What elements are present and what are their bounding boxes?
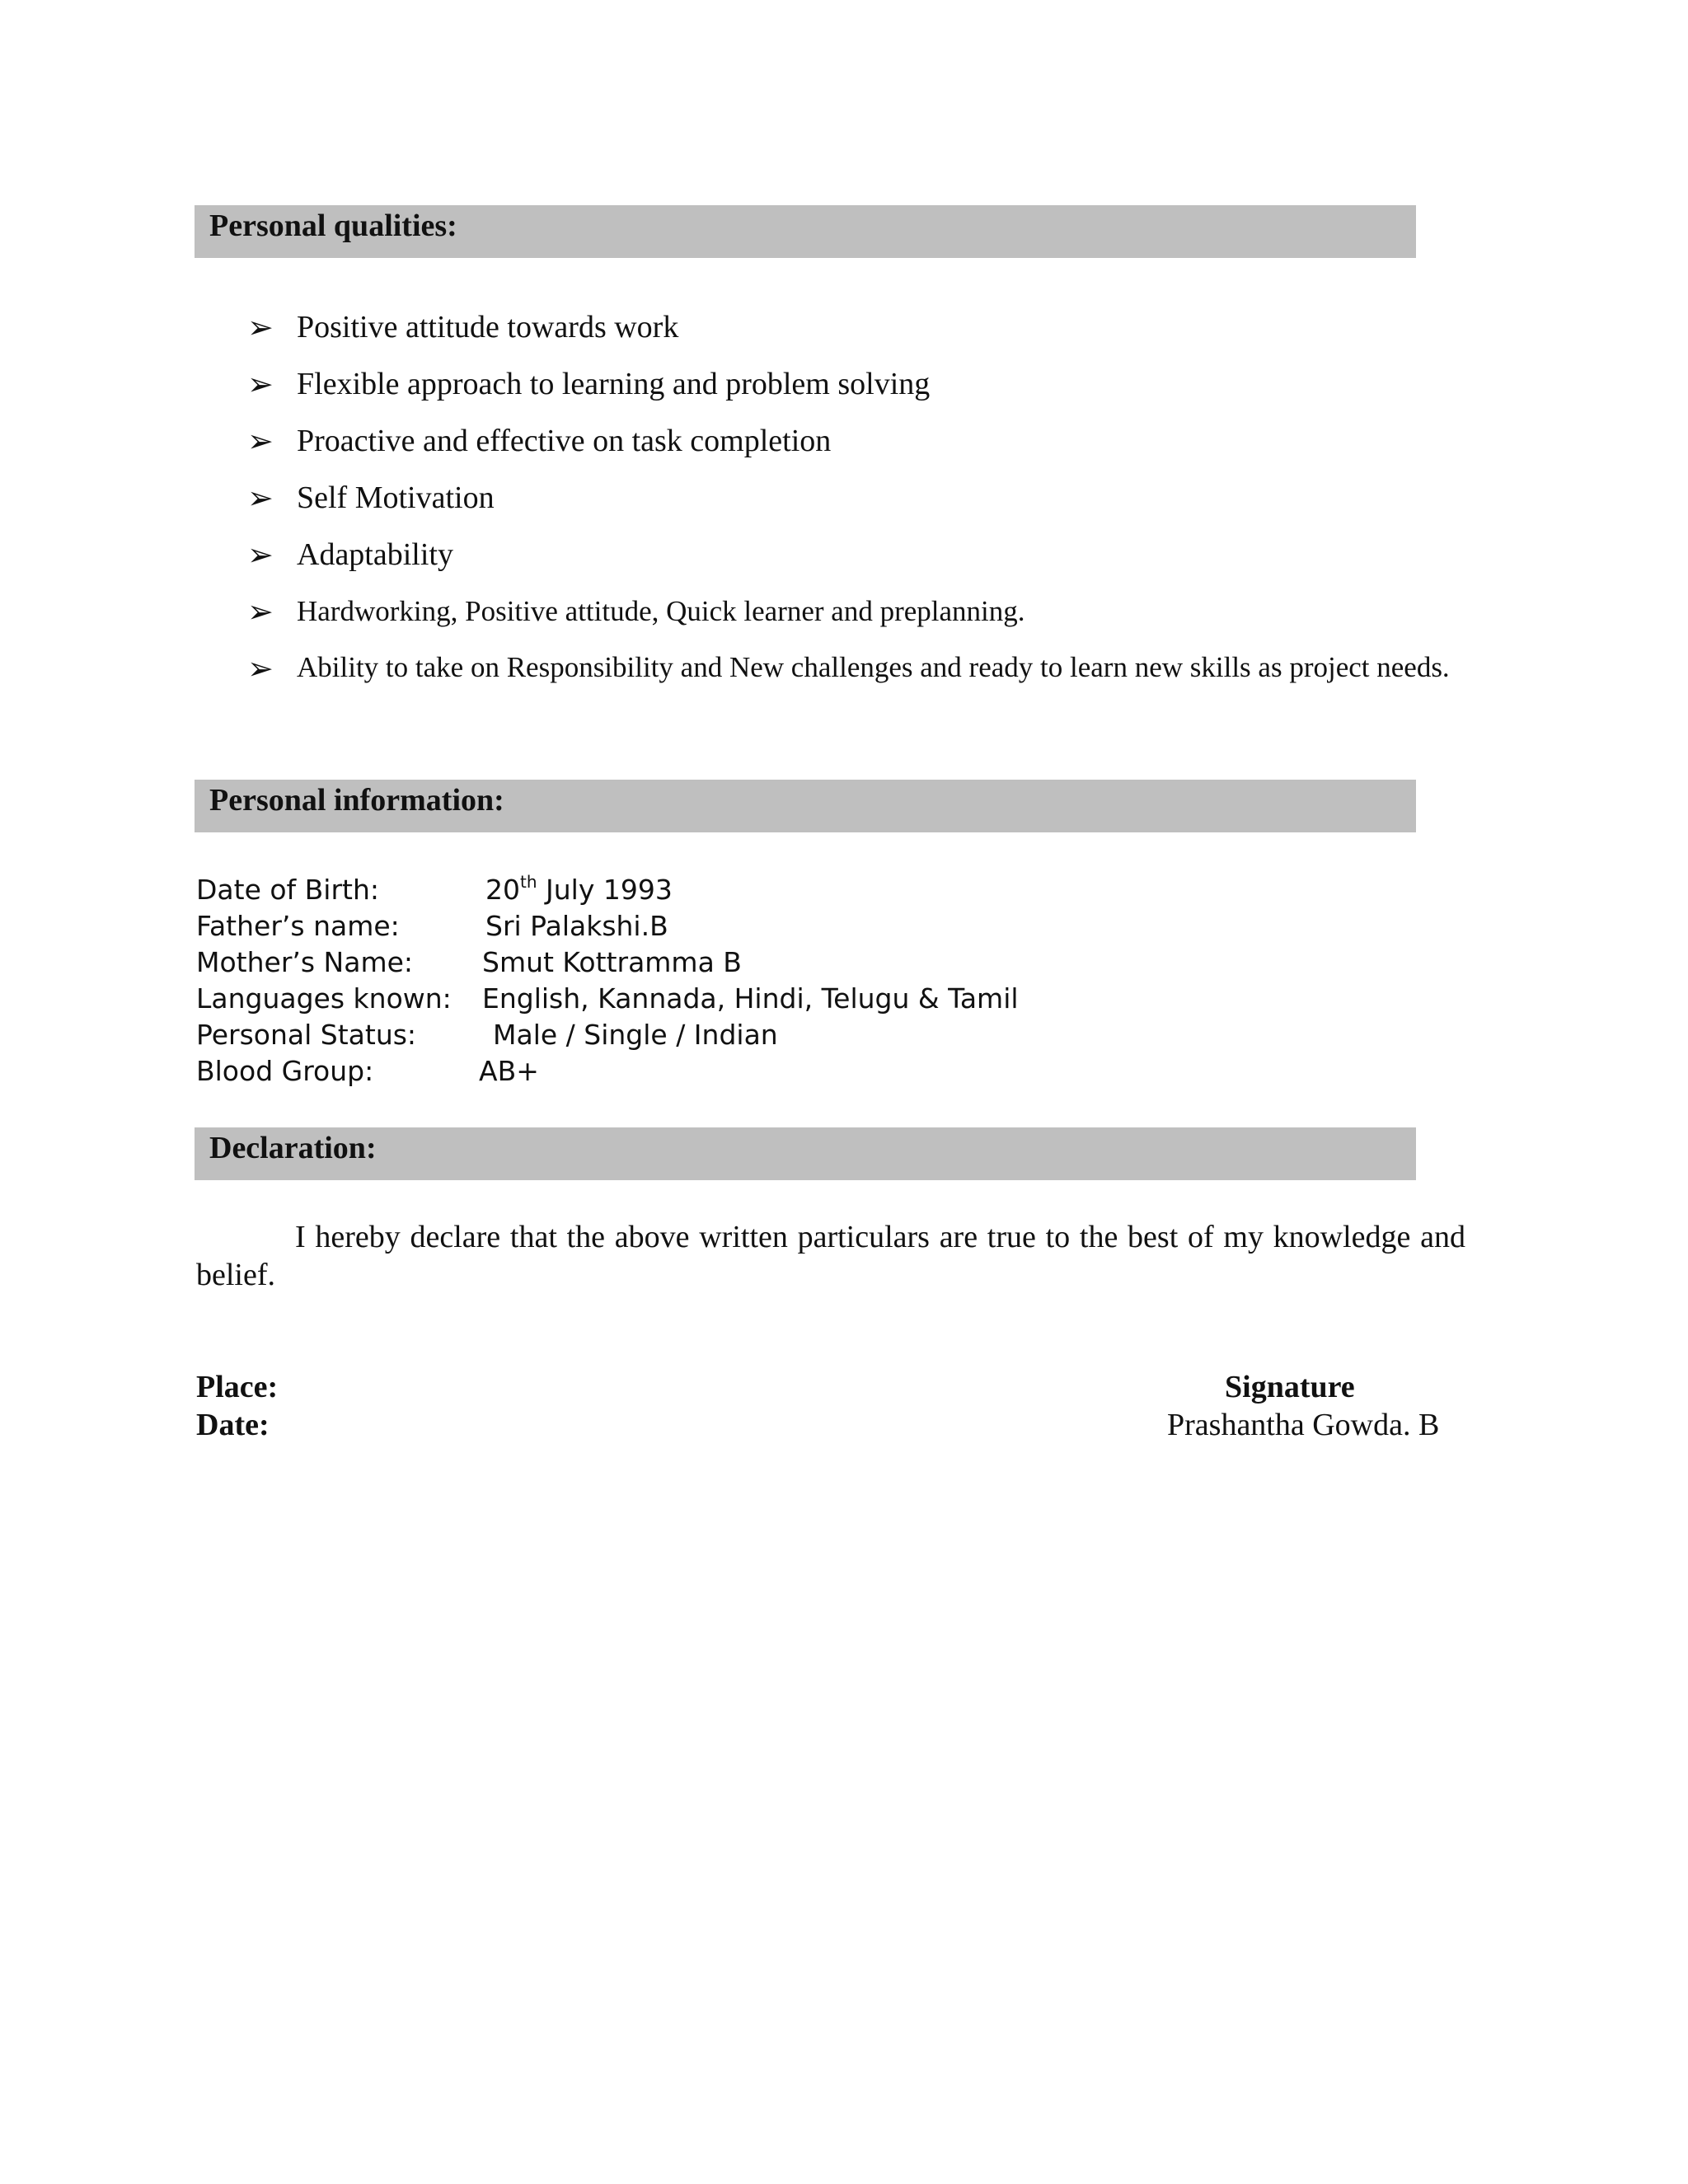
dob-ordinal-suffix: th bbox=[520, 872, 537, 892]
list-item bbox=[247, 307, 1484, 348]
list-item bbox=[247, 648, 1484, 687]
arrow-bullet-icon: ➢ bbox=[247, 480, 274, 516]
info-label: Blood Group: bbox=[196, 1055, 374, 1087]
dob-month-year: July 1993 bbox=[537, 874, 673, 906]
section-header-declaration bbox=[195, 1127, 1416, 1180]
dob-day: 20 bbox=[485, 874, 520, 906]
arrow-bullet-icon: ➢ bbox=[247, 366, 274, 402]
section-title: Personal information: bbox=[209, 783, 504, 818]
info-value: Sri Palakshi.B bbox=[485, 910, 668, 942]
info-value: AB+ bbox=[479, 1055, 539, 1087]
qualities-list bbox=[247, 307, 1484, 703]
arrow-bullet-icon: ➢ bbox=[247, 593, 274, 630]
list-item bbox=[247, 420, 1484, 462]
list-item bbox=[247, 477, 1484, 518]
info-label: Date of Birth: bbox=[196, 874, 380, 906]
quality-text: Flexible approach to learning and problem solving bbox=[297, 367, 931, 401]
info-label: Personal Status: bbox=[196, 1019, 417, 1051]
quality-text: Hardworking, Positive attitude, Quick learner and preplanning. bbox=[297, 595, 1025, 627]
info-value: Male / Single / Indian bbox=[493, 1019, 778, 1051]
list-item bbox=[247, 363, 1484, 405]
section-header-personal-qualities bbox=[195, 205, 1416, 258]
arrow-bullet-icon: ➢ bbox=[247, 537, 274, 573]
info-label: Languages known: bbox=[196, 982, 452, 1015]
signatory-name: Prashantha Gowda. B bbox=[1167, 1408, 1440, 1442]
date-label: Date: bbox=[196, 1408, 270, 1442]
info-value: Smut Kottramma B bbox=[482, 946, 742, 978]
section-title: Declaration: bbox=[209, 1131, 377, 1165]
quality-text: Positive attitude towards work bbox=[297, 310, 679, 344]
quality-text: Ability to take on Responsibility and New challenges and ready to learn new skills as project needs. bbox=[297, 651, 1450, 683]
quality-text: Adaptability bbox=[297, 537, 453, 572]
info-label: Father’s name: bbox=[196, 910, 400, 942]
info-value-dob bbox=[485, 872, 673, 908]
section-title: Personal qualities: bbox=[209, 209, 457, 243]
arrow-bullet-icon: ➢ bbox=[247, 423, 274, 459]
info-label: Mother’s Name: bbox=[196, 946, 414, 978]
arrow-bullet-icon: ➢ bbox=[247, 309, 274, 345]
signature-label: Signature bbox=[1225, 1370, 1355, 1404]
quality-text: Self Motivation bbox=[297, 480, 495, 515]
section-header-personal-information bbox=[195, 780, 1416, 832]
list-item bbox=[247, 534, 1484, 575]
arrow-bullet-icon: ➢ bbox=[247, 650, 274, 687]
list-item bbox=[247, 591, 1484, 632]
info-value: English, Kannada, Hindi, Telugu & Tamil bbox=[482, 982, 1019, 1015]
place-label: Place: bbox=[196, 1370, 279, 1404]
quality-text: Proactive and effective on task completion bbox=[297, 424, 832, 458]
declaration-text: I hereby declare that the above written particulars are true to the best of my knowledge and belief. bbox=[196, 1220, 1465, 1292]
